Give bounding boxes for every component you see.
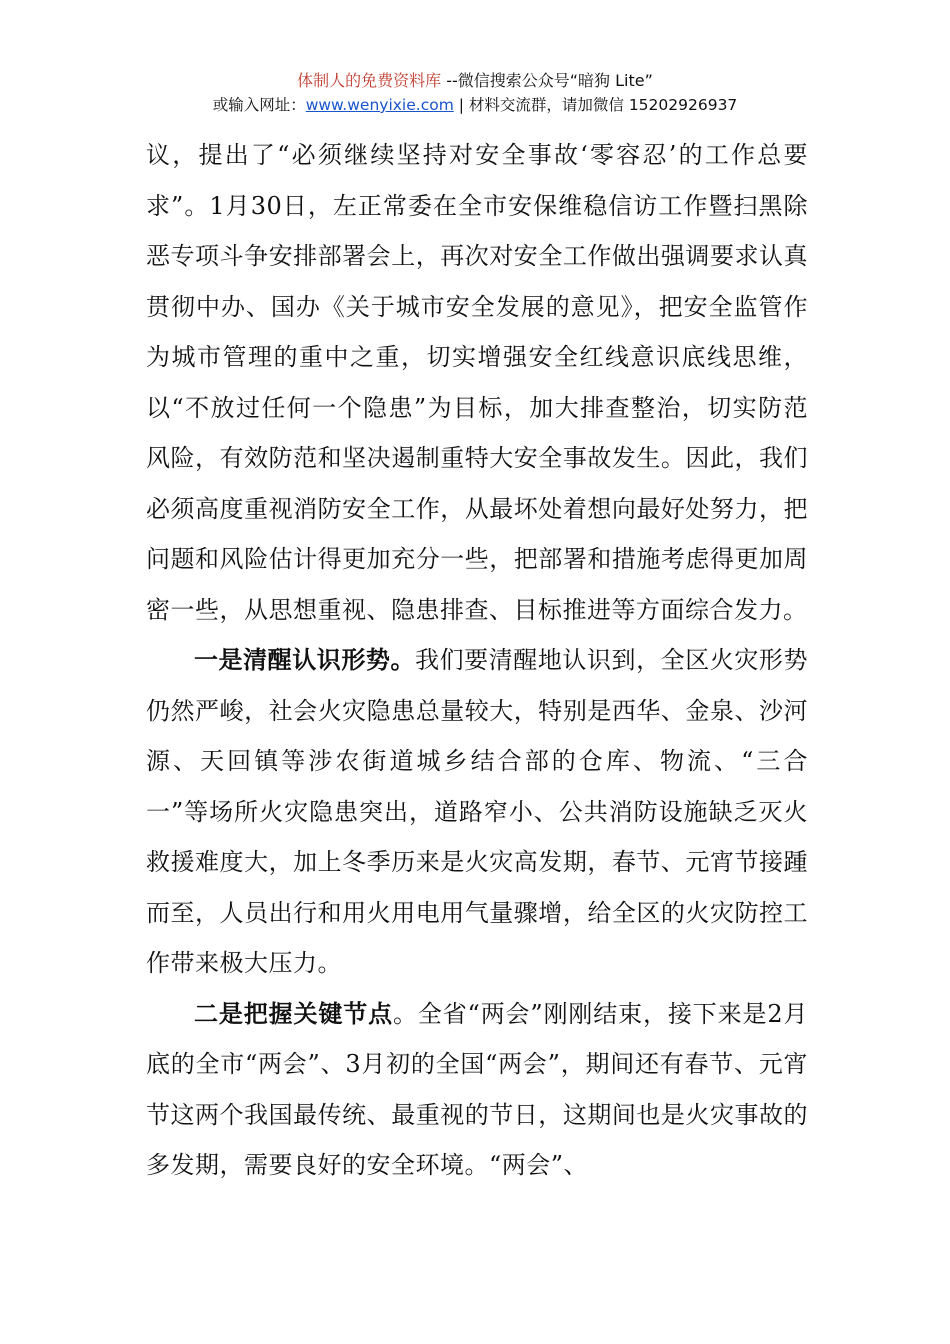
paragraph-1 — [146, 130, 808, 635]
paragraph-3-lead: 二是把握关键节点 — [194, 998, 393, 1028]
header-line-1 — [0, 70, 950, 92]
website-link[interactable]: www.wenyixie.com — [305, 96, 454, 114]
contact-info: | 材料交流群，请加微信 15202926937 — [453, 96, 738, 114]
header-tagline: --微信搜索公众号“暗狗 Lite” — [441, 71, 653, 90]
document-body — [146, 130, 808, 1191]
paragraph-3-text: 。全省“两会”刚刚结束，接下来是2月底的全市“两会”、3月初的全国“两会”，期间还有春节、元宵节这两个我国最传统、最重视的节日，这期间也是火灾事故的多发期，需要良好的安全环境。“两会”、 — [146, 999, 809, 1179]
paragraph-3 — [146, 989, 808, 1191]
paragraph-2-text: 我们要清醒地认识到，全区火灾形势仍然严峻，社会火灾隐患总量较大，特别是西华、金泉、沙河源、天回镇等涉农街道城乡结合部的仓库、物流、“三合一”等场所火灾隐患突出，道路窄小、公共消防设施缺乏灭火救援难度大，加上冬季历来是火灾高发期，春节、元宵节接踵而至，人员出行和用火用电用气量骤增，给全区的火灾防控工作带来极大压力。 — [146, 646, 808, 977]
watermark-header — [0, 70, 950, 116]
paragraph-2-lead: 一是清醒认识形势。 — [194, 645, 416, 674]
header-line-2 — [0, 94, 950, 116]
url-prefix: 或输入网址： — [212, 96, 306, 114]
paragraph-1-text: 议，提出了“必须继续坚持对安全事故‘零容忍’的工作总要求”。1月30日，左正常委在全市安保维稳信访工作暨扫黑除恶专项斗争安排部署会上，再次对安全工作做出强调要求认真贯彻中办、国办《关于城市安全发展的意见》，把安全监管作为城市管理的重中之重，切实增强安全红线意识底线思维，以“不放过任何一个隐患”为目标，加大排查整治，切实防范风险，有效防范和坚决遏制重特大安全事故发生。因此，我们必须高度重视消防安全工作，从最坏处着想向最好处努力，把问题和风险估计得更加充分一些，把部署和措施考虑得更加周密一些，从思想重视、隐患排查、目标推进等方面综合发力。 — [146, 141, 808, 624]
brand-name: 体制人的免费资料库 — [297, 71, 442, 90]
paragraph-2 — [146, 635, 808, 989]
